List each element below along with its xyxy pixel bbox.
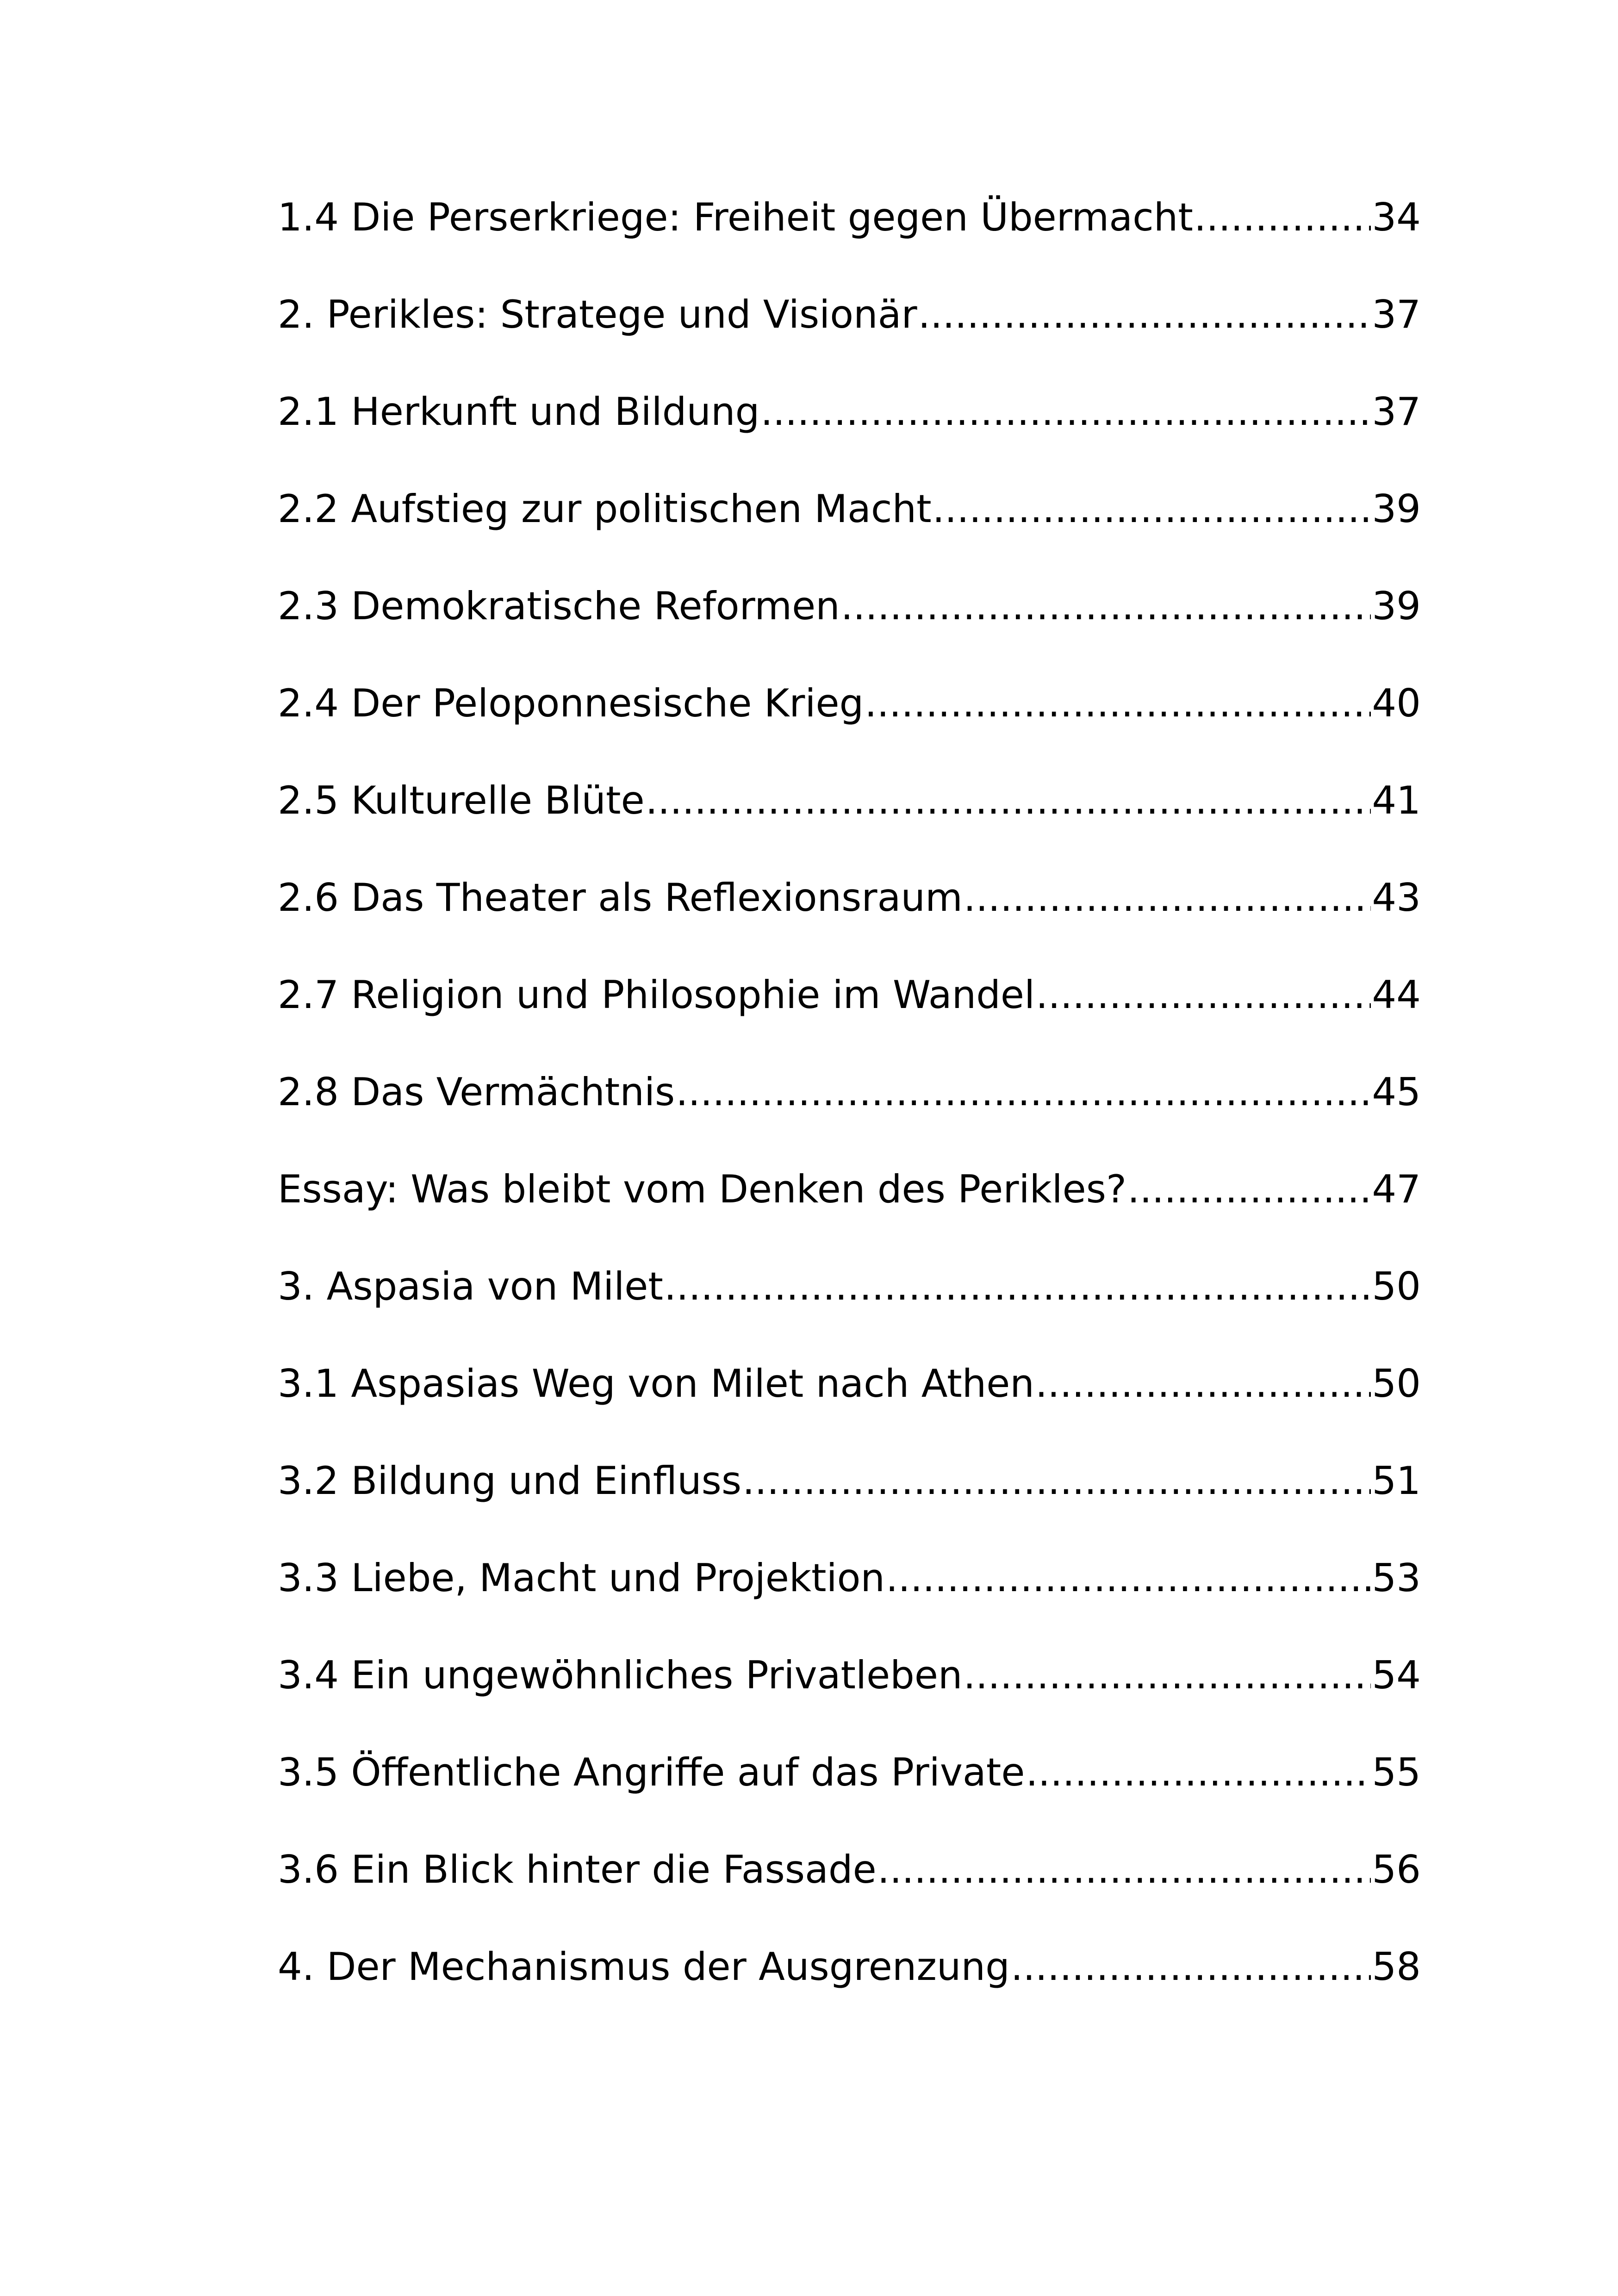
toc-dot-leader (742, 1453, 1371, 1509)
toc-entry[interactable] (278, 1356, 1421, 1453)
toc-entry-title: 2. Perikles: Stratege und Visionär (278, 292, 917, 337)
toc-entry-page: 37 (1372, 292, 1421, 337)
toc-dot-leader (1026, 1745, 1371, 1800)
toc-entry-page: 37 (1372, 389, 1421, 434)
toc-entry-title: 2.6 Das Theater als Reflexionsraum (278, 875, 963, 920)
toc-entry-page: 55 (1372, 1750, 1421, 1795)
table-of-contents (278, 190, 1421, 2036)
toc-dot-leader (1036, 967, 1371, 1023)
toc-entry[interactable] (278, 870, 1421, 967)
toc-entry[interactable] (278, 1550, 1421, 1648)
toc-entry-page: 47 (1372, 1167, 1421, 1212)
toc-dot-leader (964, 1648, 1371, 1703)
toc-entry[interactable] (278, 384, 1421, 481)
toc-entry[interactable] (278, 773, 1421, 870)
toc-dot-leader (918, 287, 1371, 342)
toc-entry[interactable] (278, 967, 1421, 1064)
toc-entry-title: 2.5 Kulturelle Blüte (278, 778, 645, 823)
toc-entry-title: 2.4 Der Peloponnesische Krieg (278, 681, 864, 726)
toc-dot-leader (760, 384, 1371, 440)
toc-entry[interactable] (278, 1453, 1421, 1550)
toc-entry-page: 50 (1372, 1361, 1421, 1406)
toc-entry-page: 45 (1372, 1070, 1421, 1114)
toc-entry-title: 3. Aspasia von Milet (278, 1264, 663, 1309)
toc-entry-page: 43 (1372, 875, 1421, 920)
toc-entry-title: 3.2 Bildung und Einfluss (278, 1458, 742, 1503)
toc-dot-leader (841, 579, 1371, 634)
toc-entry-page: 39 (1372, 584, 1421, 628)
toc-entry-title: 4. Der Mechanismus der Ausgrenzung (278, 1944, 1010, 1989)
toc-entry[interactable] (278, 1648, 1421, 1745)
toc-dot-leader (646, 773, 1371, 828)
toc-entry[interactable] (278, 1162, 1421, 1259)
toc-entry[interactable] (278, 579, 1421, 676)
toc-entry-page: 54 (1372, 1653, 1421, 1698)
toc-dot-leader (1035, 1356, 1371, 1412)
toc-entry-title: 1.4 Die Perserkriege: Freiheit gegen Übermacht (278, 195, 1193, 240)
toc-entry[interactable] (278, 676, 1421, 773)
toc-entry-page: 41 (1372, 778, 1421, 823)
toc-dot-leader (886, 1550, 1371, 1606)
toc-entry-title: 2.2 Aufstieg zur politischen Macht (278, 486, 932, 531)
toc-entry-page: 53 (1372, 1556, 1421, 1600)
toc-dot-leader (1011, 1939, 1371, 1995)
toc-entry[interactable] (278, 190, 1421, 287)
toc-entry-page: 39 (1372, 486, 1421, 531)
toc-dot-leader (676, 1064, 1371, 1120)
toc-entry-page: 40 (1372, 681, 1421, 726)
toc-entry-title: 2.3 Demokratische Reformen (278, 584, 840, 628)
toc-entry-title: 2.8 Das Vermächtnis (278, 1070, 675, 1114)
toc-entry[interactable] (278, 1064, 1421, 1162)
toc-entry[interactable] (278, 1842, 1421, 1939)
toc-entry-page: 50 (1372, 1264, 1421, 1309)
toc-dot-leader (877, 1842, 1371, 1898)
toc-entry[interactable] (278, 1259, 1421, 1356)
toc-dot-leader (1127, 1162, 1371, 1217)
toc-entry-page: 58 (1372, 1944, 1421, 1989)
toc-entry-title: 3.1 Aspasias Weg von Milet nach Athen (278, 1361, 1034, 1406)
toc-dot-leader (964, 870, 1371, 926)
toc-entry-title: Essay: Was bleibt vom Denken des Perikles? (278, 1167, 1127, 1212)
toc-entry-page: 56 (1372, 1847, 1421, 1892)
toc-entry-page: 44 (1372, 972, 1421, 1017)
toc-entry-title: 2.1 Herkunft und Bildung (278, 389, 760, 434)
toc-entry-title: 3.4 Ein ungewöhnliches Privatleben (278, 1653, 963, 1698)
toc-entry-title: 3.6 Ein Blick hinter die Fassade (278, 1847, 877, 1892)
toc-entry-title: 3.5 Öffentliche Angriffe auf das Private (278, 1750, 1025, 1795)
toc-entry-page: 34 (1372, 195, 1421, 240)
toc-entry-page: 51 (1372, 1458, 1421, 1503)
toc-entry[interactable] (278, 481, 1421, 579)
toc-dot-leader (664, 1259, 1371, 1314)
toc-entry-title: 2.7 Religion und Philosophie im Wandel (278, 972, 1035, 1017)
toc-entry-title: 3.3 Liebe, Macht und Projektion (278, 1556, 885, 1600)
toc-dot-leader (1194, 190, 1371, 245)
toc-entry[interactable] (278, 287, 1421, 384)
toc-entry[interactable] (278, 1939, 1421, 2036)
toc-entry[interactable] (278, 1745, 1421, 1842)
toc-dot-leader (933, 481, 1371, 537)
toc-dot-leader (865, 676, 1371, 731)
